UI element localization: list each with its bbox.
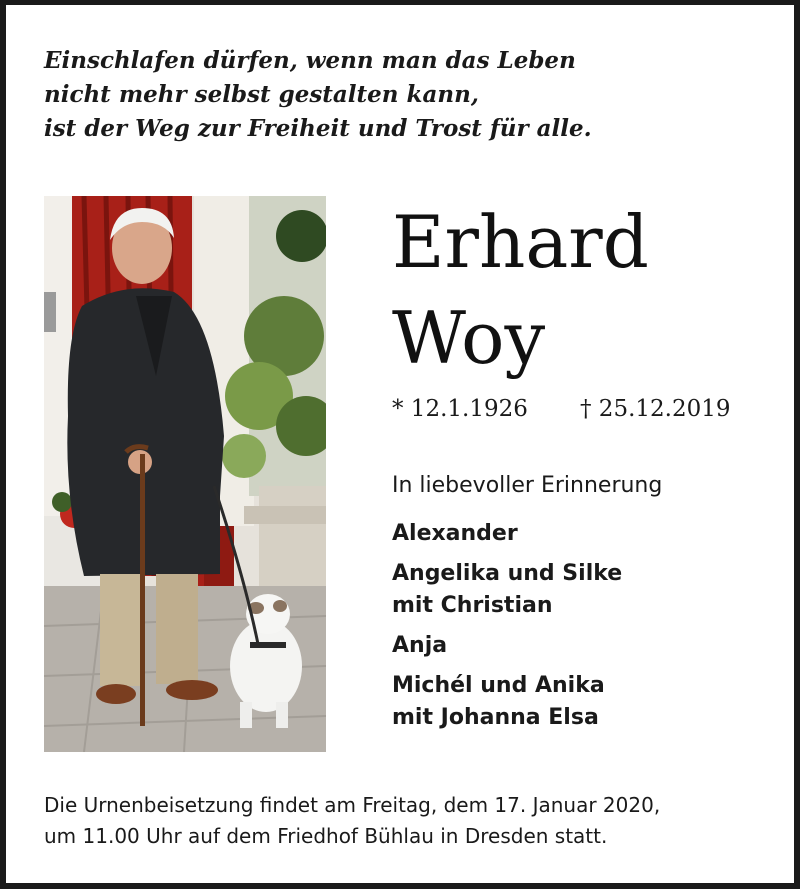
mourner-line: Michél und Anika (392, 673, 605, 698)
mourner-list (392, 518, 622, 742)
mourner-entry (392, 558, 622, 622)
birth-date: * 12.1.1926 (392, 396, 528, 422)
announcement-line: um 11.00 Uhr auf dem Friedhof Bühlau in Dresden statt. (44, 824, 608, 848)
quote-line: nicht mehr selbst gestalten kann, (44, 81, 479, 108)
mourner-entry (392, 630, 622, 662)
quote-line: ist der Weg zur Freiheit und Trost für alle. (44, 115, 592, 142)
funeral-announcement (44, 790, 764, 852)
portrait-photo (44, 196, 326, 752)
deceased-last-name: Woy (392, 296, 546, 380)
remembrance-intro: In liebevoller Erinnerung (392, 473, 663, 498)
mourner-entry (392, 670, 622, 734)
quote-line: Einschlafen dürfen, wenn man das Leben (44, 47, 576, 74)
mourner-line: Angelika und Silke (392, 561, 623, 586)
mourner-line: Anja (392, 633, 448, 658)
mourner-line: mit Christian (392, 593, 553, 618)
memorial-quote (44, 44, 744, 146)
deceased-first-name: Erhard (392, 200, 649, 284)
announcement-line: Die Urnenbeisetzung findet am Freitag, dem 17. Januar 2020, (44, 793, 661, 817)
life-dates (392, 392, 752, 426)
mourner-entry (392, 518, 622, 550)
mourner-line: mit Johanna Elsa (392, 705, 599, 730)
death-date: † 25.12.2019 (580, 396, 731, 422)
mourner-line: Alexander (392, 521, 518, 546)
